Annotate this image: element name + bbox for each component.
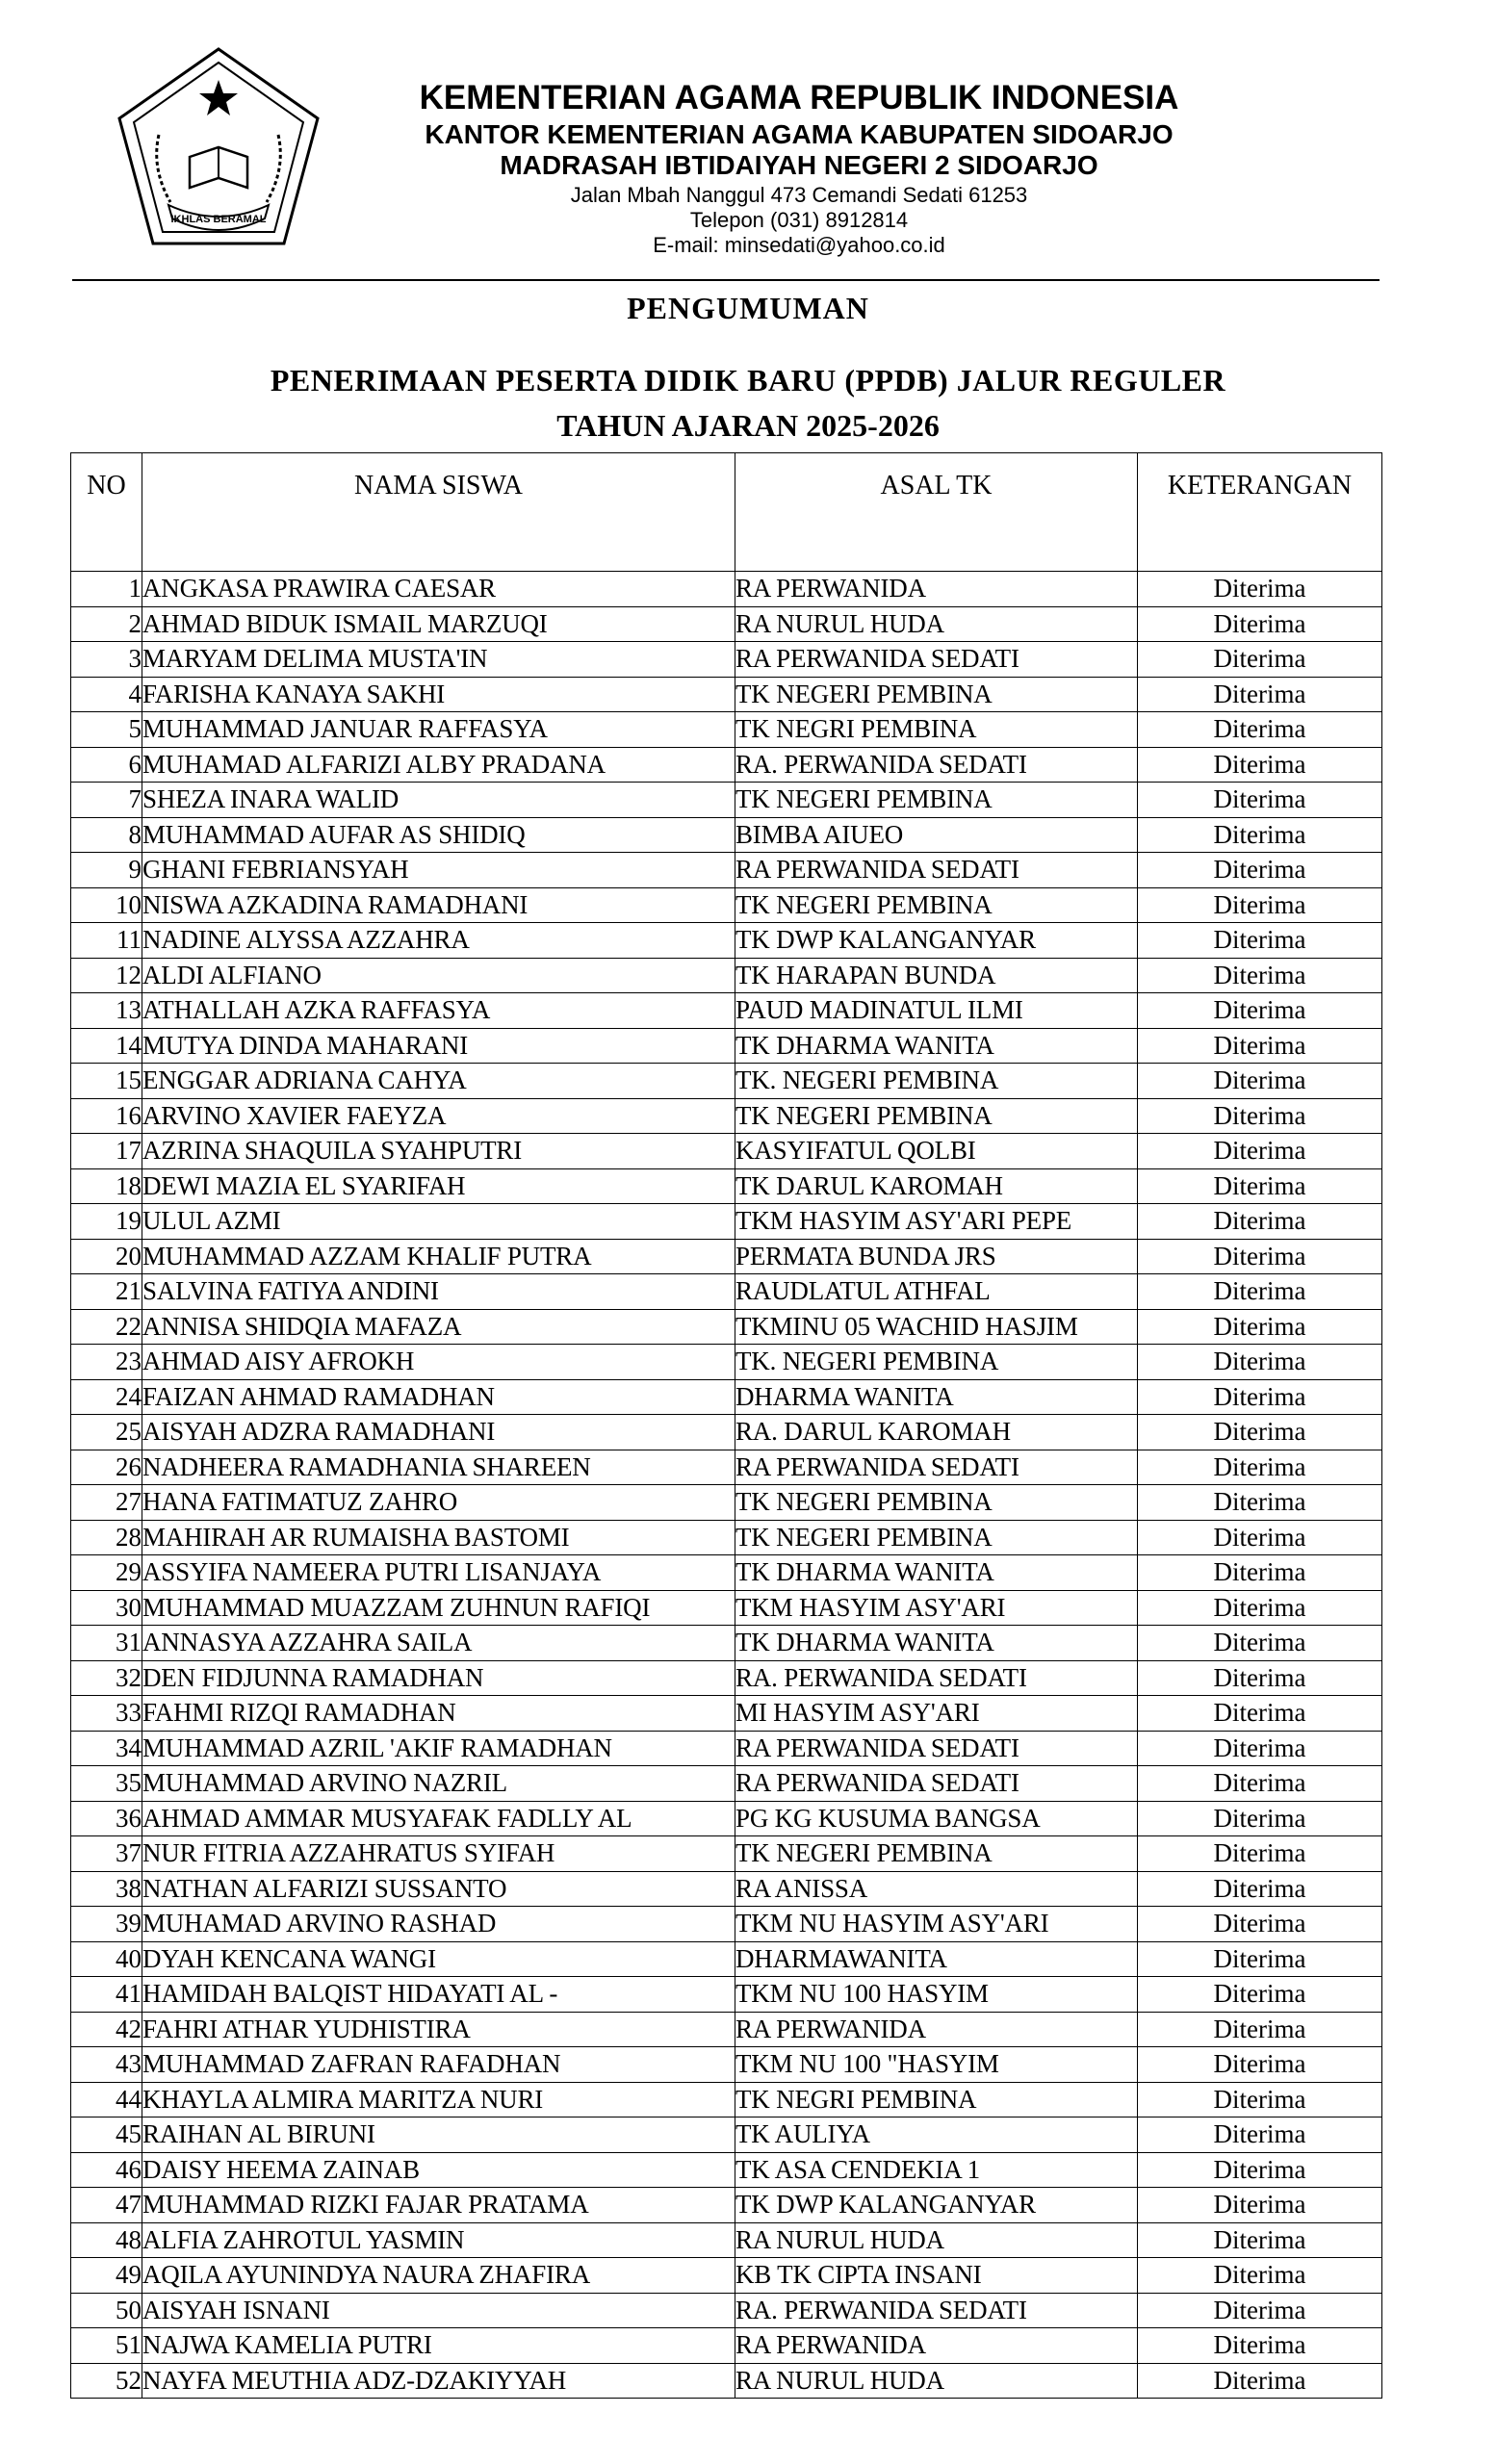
row-number: 37: [71, 1836, 142, 1872]
school-phone: Telepon (031) 8912814: [689, 208, 909, 232]
table-row: [71, 1345, 1382, 1380]
row-number: 32: [71, 1660, 142, 1696]
student-name: ANGKASA PRAWIRA CAESAR: [142, 572, 735, 607]
row-number: 19: [71, 1204, 142, 1240]
origin-kindergarten: TK DHARMA WANITA: [735, 1626, 1138, 1661]
row-number: 17: [71, 1134, 142, 1169]
origin-kindergarten: RA NURUL HUDA: [735, 2363, 1138, 2399]
row-number: 25: [71, 1415, 142, 1450]
row-number: 20: [71, 1239, 142, 1274]
table-row: [71, 1028, 1382, 1064]
row-number: 31: [71, 1626, 142, 1661]
row-number: 36: [71, 1801, 142, 1836]
origin-kindergarten: TK NEGRI PEMBINA: [735, 712, 1138, 748]
origin-kindergarten: KB TK CIPTA INSANI: [735, 2258, 1138, 2294]
student-name: NADINE ALYSSA AZZAHRA: [142, 923, 735, 959]
status: Diterima: [1138, 1696, 1382, 1732]
status: Diterima: [1138, 817, 1382, 853]
origin-kindergarten: RA. DARUL KAROMAH: [735, 1415, 1138, 1450]
table-row: [71, 2328, 1382, 2364]
table-row: [71, 572, 1382, 607]
school-email[interactable]: E-mail: minsedati@yahoo.co.id: [653, 233, 945, 257]
table-row: [71, 1590, 1382, 1626]
student-name: AHMAD AMMAR MUSYAFAK FADLLY AL: [142, 1801, 735, 1836]
row-number: 11: [71, 923, 142, 959]
status: Diterima: [1138, 2118, 1382, 2153]
student-name: FAHMI RIZQI RAMADHAN: [142, 1696, 735, 1732]
origin-kindergarten: TK NEGERI PEMBINA: [735, 677, 1138, 712]
student-name: AISYAH ISNANI: [142, 2293, 735, 2328]
table-body: [71, 572, 1382, 2399]
row-number: 12: [71, 958, 142, 993]
table-row: [71, 993, 1382, 1029]
origin-kindergarten: TK NEGERI PEMBINA: [735, 1098, 1138, 1134]
status: Diterima: [1138, 712, 1382, 748]
table-row: [71, 1239, 1382, 1274]
status: Diterima: [1138, 1977, 1382, 2013]
origin-kindergarten: TK ASA CENDEKIA 1: [735, 2152, 1138, 2188]
row-number: 30: [71, 1590, 142, 1626]
table-row: [71, 2012, 1382, 2047]
origin-kindergarten: PG KG KUSUMA BANGSA: [735, 1801, 1138, 1836]
status: Diterima: [1138, 1941, 1382, 1977]
table-row: [71, 2363, 1382, 2399]
origin-kindergarten: TKM NU 100 "HASYIM: [735, 2047, 1138, 2083]
origin-kindergarten: RA NURUL HUDA: [735, 606, 1138, 642]
origin-kindergarten: RA PERWANIDA SEDATI: [735, 1766, 1138, 1802]
status: Diterima: [1138, 783, 1382, 818]
origin-kindergarten: PAUD MADINATUL ILMI: [735, 993, 1138, 1029]
row-number: 14: [71, 1028, 142, 1064]
status: Diterima: [1138, 887, 1382, 923]
origin-kindergarten: RA. PERWANIDA SEDATI: [735, 2293, 1138, 2328]
student-name: ULUL AZMI: [142, 1204, 735, 1240]
student-name: ALDI ALFIANO: [142, 958, 735, 993]
status: Diterima: [1138, 1098, 1382, 1134]
kementerian-agama-emblem-icon: [111, 43, 327, 270]
origin-kindergarten: DHARMAWANITA: [735, 1941, 1138, 1977]
status: Diterima: [1138, 1379, 1382, 1415]
table-row: [71, 1134, 1382, 1169]
status: Diterima: [1138, 2047, 1382, 2083]
row-number: 35: [71, 1766, 142, 1802]
row-number: 22: [71, 1309, 142, 1345]
table-row: [71, 1520, 1382, 1555]
row-number: 16: [71, 1098, 142, 1134]
school-address: Jalan Mbah Nanggul 473 Cemandi Sedati 61253: [570, 183, 1028, 207]
row-number: 45: [71, 2118, 142, 2153]
header-asal-tk: ASAL TK: [735, 453, 1138, 572]
student-name: DEN FIDJUNNA RAMADHAN: [142, 1660, 735, 1696]
student-name: NISWA AZKADINA RAMADHANI: [142, 887, 735, 923]
student-name: DAISY HEEMA ZAINAB: [142, 2152, 735, 2188]
table-row: [71, 1801, 1382, 1836]
origin-kindergarten: PERMATA BUNDA JRS: [735, 1239, 1138, 1274]
origin-kindergarten: RA PERWANIDA: [735, 572, 1138, 607]
ministry-name: KEMENTERIAN AGAMA REPUBLIK INDONESIA: [419, 79, 1179, 116]
origin-kindergarten: KASYIFATUL QOLBI: [735, 1134, 1138, 1169]
student-name: ASSYIFA NAMEERA PUTRI LISANJAYA: [142, 1555, 735, 1591]
origin-kindergarten: RA PERWANIDA SEDATI: [735, 1450, 1138, 1485]
student-name: MUHAMMAD MUAZZAM ZUHNUN RAFIQI: [142, 1590, 735, 1626]
status: Diterima: [1138, 1309, 1382, 1345]
row-number: 42: [71, 2012, 142, 2047]
row-number: 23: [71, 1345, 142, 1380]
origin-kindergarten: TK NEGERI PEMBINA: [735, 783, 1138, 818]
table-row: [71, 1309, 1382, 1345]
status: Diterima: [1138, 2222, 1382, 2258]
table-row: [71, 2293, 1382, 2328]
table-row: [71, 712, 1382, 748]
student-name: NUR FITRIA AZZAHRATUS SYIFAH: [142, 1836, 735, 1872]
status: Diterima: [1138, 1836, 1382, 1872]
origin-kindergarten: RA. PERWANIDA SEDATI: [735, 1660, 1138, 1696]
admission-table: [70, 452, 1382, 2399]
status: Diterima: [1138, 1871, 1382, 1907]
origin-kindergarten: DHARMA WANITA: [735, 1379, 1138, 1415]
status: Diterima: [1138, 2363, 1382, 2399]
origin-kindergarten: TK DHARMA WANITA: [735, 1028, 1138, 1064]
row-number: 50: [71, 2293, 142, 2328]
origin-kindergarten: TK. NEGERI PEMBINA: [735, 1345, 1138, 1380]
status: Diterima: [1138, 1590, 1382, 1626]
table-row: [71, 2082, 1382, 2118]
table-row: [71, 923, 1382, 959]
status: Diterima: [1138, 1485, 1382, 1521]
student-name: MUHAMAD ARVINO RASHAD: [142, 1907, 735, 1942]
student-name: NAJWA KAMELIA PUTRI: [142, 2328, 735, 2364]
student-name: AQILA AYUNINDYA NAURA ZHAFIRA: [142, 2258, 735, 2294]
student-name: NADHEERA RAMADHANIA SHAREEN: [142, 1450, 735, 1485]
origin-kindergarten: TKMINU 05 WACHID HASJIM: [735, 1309, 1138, 1345]
origin-kindergarten: TK DWP KALANGANYAR: [735, 923, 1138, 959]
status: Diterima: [1138, 1239, 1382, 1274]
table-row: [71, 853, 1382, 888]
table-row: [71, 2258, 1382, 2294]
status: Diterima: [1138, 572, 1382, 607]
origin-kindergarten: MI HASYIM ASY'ARI: [735, 1696, 1138, 1732]
origin-kindergarten: RA ANISSA: [735, 1871, 1138, 1907]
student-name: DEWI MAZIA EL SYARIFAH: [142, 1168, 735, 1204]
letterhead-divider: [72, 279, 1380, 281]
row-number: 15: [71, 1064, 142, 1099]
status: Diterima: [1138, 1415, 1382, 1450]
table-row: [71, 1379, 1382, 1415]
table-row: [71, 2047, 1382, 2083]
announcement-title: PENERIMAAN PESERTA DIDIK BARU (PPDB) JALUR REGULER: [270, 363, 1226, 398]
student-name: MUHAMMAD AZRIL 'AKIF RAMADHAN: [142, 1731, 735, 1766]
student-name: MAHIRAH AR RUMAISHA BASTOMI: [142, 1520, 735, 1555]
origin-kindergarten: TK NEGERI PEMBINA: [735, 1836, 1138, 1872]
status: Diterima: [1138, 1731, 1382, 1766]
announcement-heading: PENGUMUMAN: [627, 291, 869, 325]
table-row: [71, 1941, 1382, 1977]
origin-kindergarten: RA NURUL HUDA: [735, 2222, 1138, 2258]
table-header-row: [71, 453, 1382, 572]
status: Diterima: [1138, 958, 1382, 993]
table-row: [71, 1766, 1382, 1802]
student-name: ENGGAR ADRIANA CAHYA: [142, 1064, 735, 1099]
row-number: 9: [71, 853, 142, 888]
student-name: ANNISA SHIDQIA MAFAZA: [142, 1309, 735, 1345]
student-name: KHAYLA ALMIRA MARITZA NURI: [142, 2082, 735, 2118]
student-name: MUHAMMAD JANUAR RAFFASYA: [142, 712, 735, 748]
origin-kindergarten: TK NEGERI PEMBINA: [735, 1485, 1138, 1521]
origin-kindergarten: RA PERWANIDA SEDATI: [735, 1731, 1138, 1766]
row-number: 1: [71, 572, 142, 607]
table-row: [71, 1731, 1382, 1766]
student-name: SHEZA INARA WALID: [142, 783, 735, 818]
origin-kindergarten: TK AULIYA: [735, 2118, 1138, 2153]
table-row: [71, 958, 1382, 993]
status: Diterima: [1138, 2293, 1382, 2328]
student-name: AHMAD AISY AFROKH: [142, 1345, 735, 1380]
row-number: 39: [71, 1907, 142, 1942]
origin-kindergarten: RA. PERWANIDA SEDATI: [735, 747, 1138, 783]
status: Diterima: [1138, 2012, 1382, 2047]
row-number: 46: [71, 2152, 142, 2188]
row-number: 27: [71, 1485, 142, 1521]
status: Diterima: [1138, 1168, 1382, 1204]
status: Diterima: [1138, 1801, 1382, 1836]
row-number: 43: [71, 2047, 142, 2083]
student-name: MUHAMMAD AZZAM KHALIF PUTRA: [142, 1239, 735, 1274]
header-no: NO: [71, 453, 142, 572]
row-number: 13: [71, 993, 142, 1029]
student-name: MARYAM DELIMA MUSTA'IN: [142, 642, 735, 678]
student-name: MUHAMMAD AUFAR AS SHIDIQ: [142, 817, 735, 853]
row-number: 51: [71, 2328, 142, 2364]
status: Diterima: [1138, 1660, 1382, 1696]
row-number: 5: [71, 712, 142, 748]
status: Diterima: [1138, 1766, 1382, 1802]
row-number: 2: [71, 606, 142, 642]
office-name: KANTOR KEMENTERIAN AGAMA KABUPATEN SIDOARJO: [425, 119, 1174, 149]
table-row: [71, 783, 1382, 818]
header-nama-siswa: NAMA SISWA: [142, 453, 735, 572]
origin-kindergarten: TK DHARMA WANITA: [735, 1555, 1138, 1591]
student-name: MUHAMMAD RIZKI FAJAR PRATAMA: [142, 2188, 735, 2223]
status: Diterima: [1138, 853, 1382, 888]
status: Diterima: [1138, 1626, 1382, 1661]
table-row: [71, 1907, 1382, 1942]
table-row: [71, 1098, 1382, 1134]
row-number: 3: [71, 642, 142, 678]
student-name: FARISHA KANAYA SAKHI: [142, 677, 735, 712]
student-name: MUHAMMAD ARVINO NAZRIL: [142, 1766, 735, 1802]
row-number: 33: [71, 1696, 142, 1732]
status: Diterima: [1138, 2082, 1382, 2118]
row-number: 34: [71, 1731, 142, 1766]
row-number: 29: [71, 1555, 142, 1591]
origin-kindergarten: TK NEGERI PEMBINA: [735, 887, 1138, 923]
status: Diterima: [1138, 747, 1382, 783]
student-name: DYAH KENCANA WANGI: [142, 1941, 735, 1977]
status: Diterima: [1138, 677, 1382, 712]
status: Diterima: [1138, 1028, 1382, 1064]
header-keterangan: KETERANGAN: [1138, 453, 1382, 572]
table-row: [71, 1064, 1382, 1099]
row-number: 4: [71, 677, 142, 712]
table-row: [71, 2152, 1382, 2188]
status: Diterima: [1138, 606, 1382, 642]
table-row: [71, 1485, 1382, 1521]
table-row: [71, 887, 1382, 923]
student-name: FAHRI ATHAR YUDHISTIRA: [142, 2012, 735, 2047]
status: Diterima: [1138, 1555, 1382, 1591]
student-name: ARVINO XAVIER FAEYZA: [142, 1098, 735, 1134]
table-row: [71, 642, 1382, 678]
logo-motto: IKHLAS BERAMAL: [170, 214, 267, 225]
status: Diterima: [1138, 1520, 1382, 1555]
table-row: [71, 2118, 1382, 2153]
status: Diterima: [1138, 642, 1382, 678]
origin-kindergarten: RA PERWANIDA: [735, 2328, 1138, 2364]
status: Diterima: [1138, 1064, 1382, 1099]
student-name: HAMIDAH BALQIST HIDAYATI AL -: [142, 1977, 735, 2013]
student-name: HANA FATIMATUZ ZAHRO: [142, 1485, 735, 1521]
table-row: [71, 2188, 1382, 2223]
row-number: 18: [71, 1168, 142, 1204]
origin-kindergarten: RA PERWANIDA: [735, 2012, 1138, 2047]
origin-kindergarten: TKM HASYIM ASY'ARI: [735, 1590, 1138, 1626]
table-row: [71, 677, 1382, 712]
school-name: MADRASAH IBTIDAIYAH NEGERI 2 SIDOARJO: [500, 150, 1098, 180]
origin-kindergarten: RA PERWANIDA SEDATI: [735, 853, 1138, 888]
row-number: 52: [71, 2363, 142, 2399]
table-row: [71, 1977, 1382, 2013]
status: Diterima: [1138, 1907, 1382, 1942]
student-name: FAIZAN AHMAD RAMADHAN: [142, 1379, 735, 1415]
status: Diterima: [1138, 1450, 1382, 1485]
origin-kindergarten: RA PERWANIDA SEDATI: [735, 642, 1138, 678]
origin-kindergarten: TK. NEGERI PEMBINA: [735, 1064, 1138, 1099]
table-row: [71, 2222, 1382, 2258]
table-row: [71, 747, 1382, 783]
table-row: [71, 817, 1382, 853]
origin-kindergarten: TK NEGRI PEMBINA: [735, 2082, 1138, 2118]
status: Diterima: [1138, 923, 1382, 959]
student-name: MUTYA DINDA MAHARANI: [142, 1028, 735, 1064]
origin-kindergarten: TK DARUL KAROMAH: [735, 1168, 1138, 1204]
row-number: 24: [71, 1379, 142, 1415]
academic-year: TAHUN AJARAN 2025-2026: [556, 408, 940, 443]
student-name: ALFIA ZAHROTUL YASMIN: [142, 2222, 735, 2258]
table-row: [71, 1626, 1382, 1661]
row-number: 7: [71, 783, 142, 818]
row-number: 28: [71, 1520, 142, 1555]
origin-kindergarten: TK HARAPAN BUNDA: [735, 958, 1138, 993]
table-row: [71, 1871, 1382, 1907]
student-name: NAYFA MEUTHIA ADZ-DZAKIYYAH: [142, 2363, 735, 2399]
student-name: MUHAMAD ALFARIZI ALBY PRADANA: [142, 747, 735, 783]
table-row: [71, 1450, 1382, 1485]
student-name: AZRINA SHAQUILA SYAHPUTRI: [142, 1134, 735, 1169]
origin-kindergarten: TKM NU HASYIM ASY'ARI: [735, 1907, 1138, 1942]
student-name: SALVINA FATIYA ANDINI: [142, 1274, 735, 1310]
origin-kindergarten: BIMBA AIUEO: [735, 817, 1138, 853]
status: Diterima: [1138, 1274, 1382, 1310]
origin-kindergarten: TK DWP KALANGANYAR: [735, 2188, 1138, 2223]
row-number: 6: [71, 747, 142, 783]
row-number: 44: [71, 2082, 142, 2118]
table-row: [71, 1415, 1382, 1450]
origin-kindergarten: RAUDLATUL ATHFAL: [735, 1274, 1138, 1310]
row-number: 8: [71, 817, 142, 853]
row-number: 10: [71, 887, 142, 923]
row-number: 41: [71, 1977, 142, 2013]
student-name: AHMAD BIDUK ISMAIL MARZUQI: [142, 606, 735, 642]
row-number: 40: [71, 1941, 142, 1977]
status: Diterima: [1138, 2152, 1382, 2188]
row-number: 38: [71, 1871, 142, 1907]
row-number: 47: [71, 2188, 142, 2223]
row-number: 21: [71, 1274, 142, 1310]
status: Diterima: [1138, 993, 1382, 1029]
table-row: [71, 606, 1382, 642]
student-name: AISYAH ADZRA RAMADHANI: [142, 1415, 735, 1450]
origin-kindergarten: TKM NU 100 HASYIM: [735, 1977, 1138, 2013]
status: Diterima: [1138, 2188, 1382, 2223]
table-row: [71, 1274, 1382, 1310]
status: Diterima: [1138, 2258, 1382, 2294]
table-row: [71, 1204, 1382, 1240]
row-number: 48: [71, 2222, 142, 2258]
origin-kindergarten: TKM HASYIM ASY'ARI PEPE: [735, 1204, 1138, 1240]
student-name: GHANI FEBRIANSYAH: [142, 853, 735, 888]
origin-kindergarten: TK NEGERI PEMBINA: [735, 1520, 1138, 1555]
status: Diterima: [1138, 1134, 1382, 1169]
table-row: [71, 1555, 1382, 1591]
status: Diterima: [1138, 2328, 1382, 2364]
row-number: 26: [71, 1450, 142, 1485]
student-name: MUHAMMAD ZAFRAN RAFADHAN: [142, 2047, 735, 2083]
status: Diterima: [1138, 1345, 1382, 1380]
student-name: ANNASYA AZZAHRA SAILA: [142, 1626, 735, 1661]
table-row: [71, 1168, 1382, 1204]
student-name: RAIHAN AL BIRUNI: [142, 2118, 735, 2153]
table-row: [71, 1836, 1382, 1872]
student-name: NATHAN ALFARIZI SUSSANTO: [142, 1871, 735, 1907]
table-row: [71, 1660, 1382, 1696]
table-row: [71, 1696, 1382, 1732]
row-number: 49: [71, 2258, 142, 2294]
student-name: ATHALLAH AZKA RAFFASYA: [142, 993, 735, 1029]
status: Diterima: [1138, 1204, 1382, 1240]
